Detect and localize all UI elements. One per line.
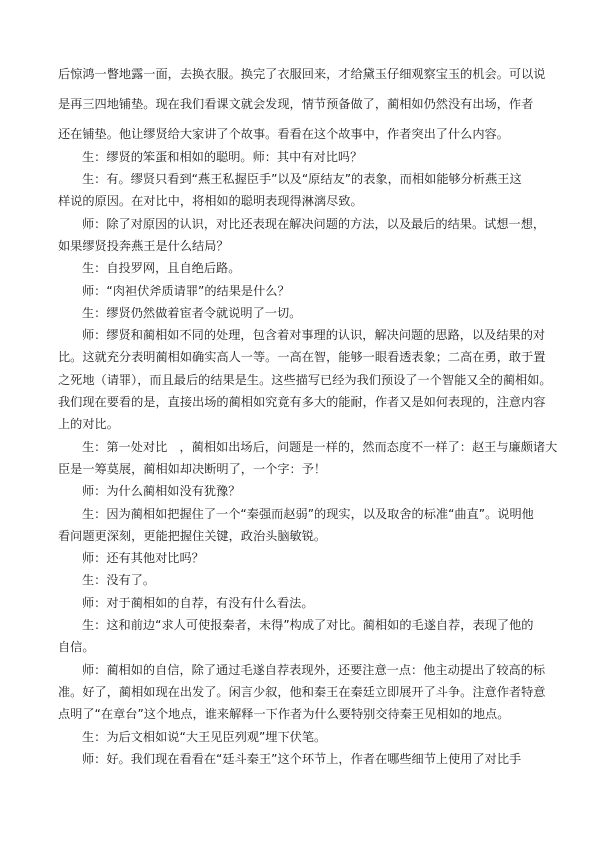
text-line: 看问题更深刻，更能把握住关键，政治头脑敏锐。 bbox=[58, 529, 327, 543]
text-line: 后惊鸿一瞥地露一面，去换衣服。换完了衣服回来，才给黛玉仔细观察宝玉的机会。可以说 bbox=[58, 67, 546, 81]
text-line: 准。好了，蔺相如现在出发了。闲言少叙，他和秦王在秦廷立即展开了斗争。注意作者特意 bbox=[58, 685, 546, 699]
text-line: 师：还有其他对比吗？ bbox=[82, 551, 204, 565]
text-line: 生：因为蔺相如把握住了一个“秦强而赵弱”的现实，以及取舍的标准“曲直”。说明他 bbox=[82, 507, 534, 521]
text-line: 生：缪贤仍然做着宦者令就说明了一切。 bbox=[82, 306, 302, 320]
text-line: 师：“肉袒伏斧质请罪”的结果是什么？ bbox=[82, 284, 290, 298]
text-line: 生：没有了。 bbox=[82, 573, 156, 587]
text-line: 之死地（请罪），而且最后的结果是生。这些描写已经为我们预设了一个智能又全的蔺相如。 bbox=[58, 373, 552, 387]
text-line: 点明了“在章台”这个地点，谁来解释一下作者为什么要特别交待秦王见相如的地点。 bbox=[58, 707, 510, 721]
text-line: 师：对于蔺相如的自荐，有没有什么看法。 bbox=[82, 596, 314, 610]
text-line: 生：有。缪贤只看到“燕王私握臣手”以及“原结友”的表象，而相如能够分析燕王这 bbox=[82, 172, 522, 186]
text-line: 师：蔺相如的自信，除了通过毛遂自荐表现外，还要注意一点：他主动提出了较高的标 bbox=[82, 663, 546, 677]
text-line: 如果缪贤投奔燕王是什么结局？ bbox=[58, 239, 229, 253]
text-line: 生：第一处对比 ，蔺相如出场后，问题是一样的，然而态度不一样了：赵王与廉颇诸大 bbox=[82, 440, 558, 454]
text-line: 生：自投罗网，且自绝后路。 bbox=[82, 261, 241, 275]
text-line: 比。这就充分表明蔺相如确实高人一等。一高在智，能够一眼看透表象；二高在勇，敢于置 bbox=[58, 350, 546, 364]
text-line: 生：缪贤的笨蛋和相如的聪明。师：其中有对比吗？ bbox=[82, 150, 363, 164]
text-line: 生：这和前边“求人可使报秦者，未得”构成了对比。蔺相如的毛遂自荐，表现了他的 bbox=[82, 618, 534, 632]
text-line: 我们现在要看的是，直接出场的蔺相如究竟有多大的能耐，作者又是如何表现的，注意内容 bbox=[58, 395, 546, 409]
text-line: 师：除了对原因的认识，对比还表现在解决问题的方法，以及最后的结果。试想一想， bbox=[82, 217, 546, 231]
text-line: 是再三四地铺垫。现在我们看课文就会发现，情节预备做了，蔺相如仍然没有出场，作者 bbox=[58, 97, 534, 111]
text-line: 师：为什么蔺相如没有犹豫？ bbox=[82, 484, 241, 498]
text-line: 样说的原因。在对比中，将相如的聪明表现得淋漓尽致。 bbox=[58, 194, 363, 208]
text-line: 生：为后文相如说“大王见臣列观”埋下伏笔。 bbox=[82, 730, 327, 744]
text-line: 臣是一筹莫展，蔺相如却决断明了，一个字：予！ bbox=[58, 462, 327, 476]
text-line: 还在铺垫。他让缪贤给大家讲了个故事。看看在这个故事中，作者突出了什么内容。 bbox=[58, 127, 509, 141]
text-line: 师：好。我们现在看看在“廷斗秦王”这个环节上，作者在哪些细节上使用了对比手 bbox=[82, 752, 522, 766]
text-line: 师：缪贤和蔺相如不同的处理，包含着对事理的认识，解决问题的思路，以及结果的对 bbox=[82, 328, 546, 342]
text-line: 上的对比。 bbox=[58, 417, 119, 431]
text-line: 自信。 bbox=[58, 640, 95, 654]
